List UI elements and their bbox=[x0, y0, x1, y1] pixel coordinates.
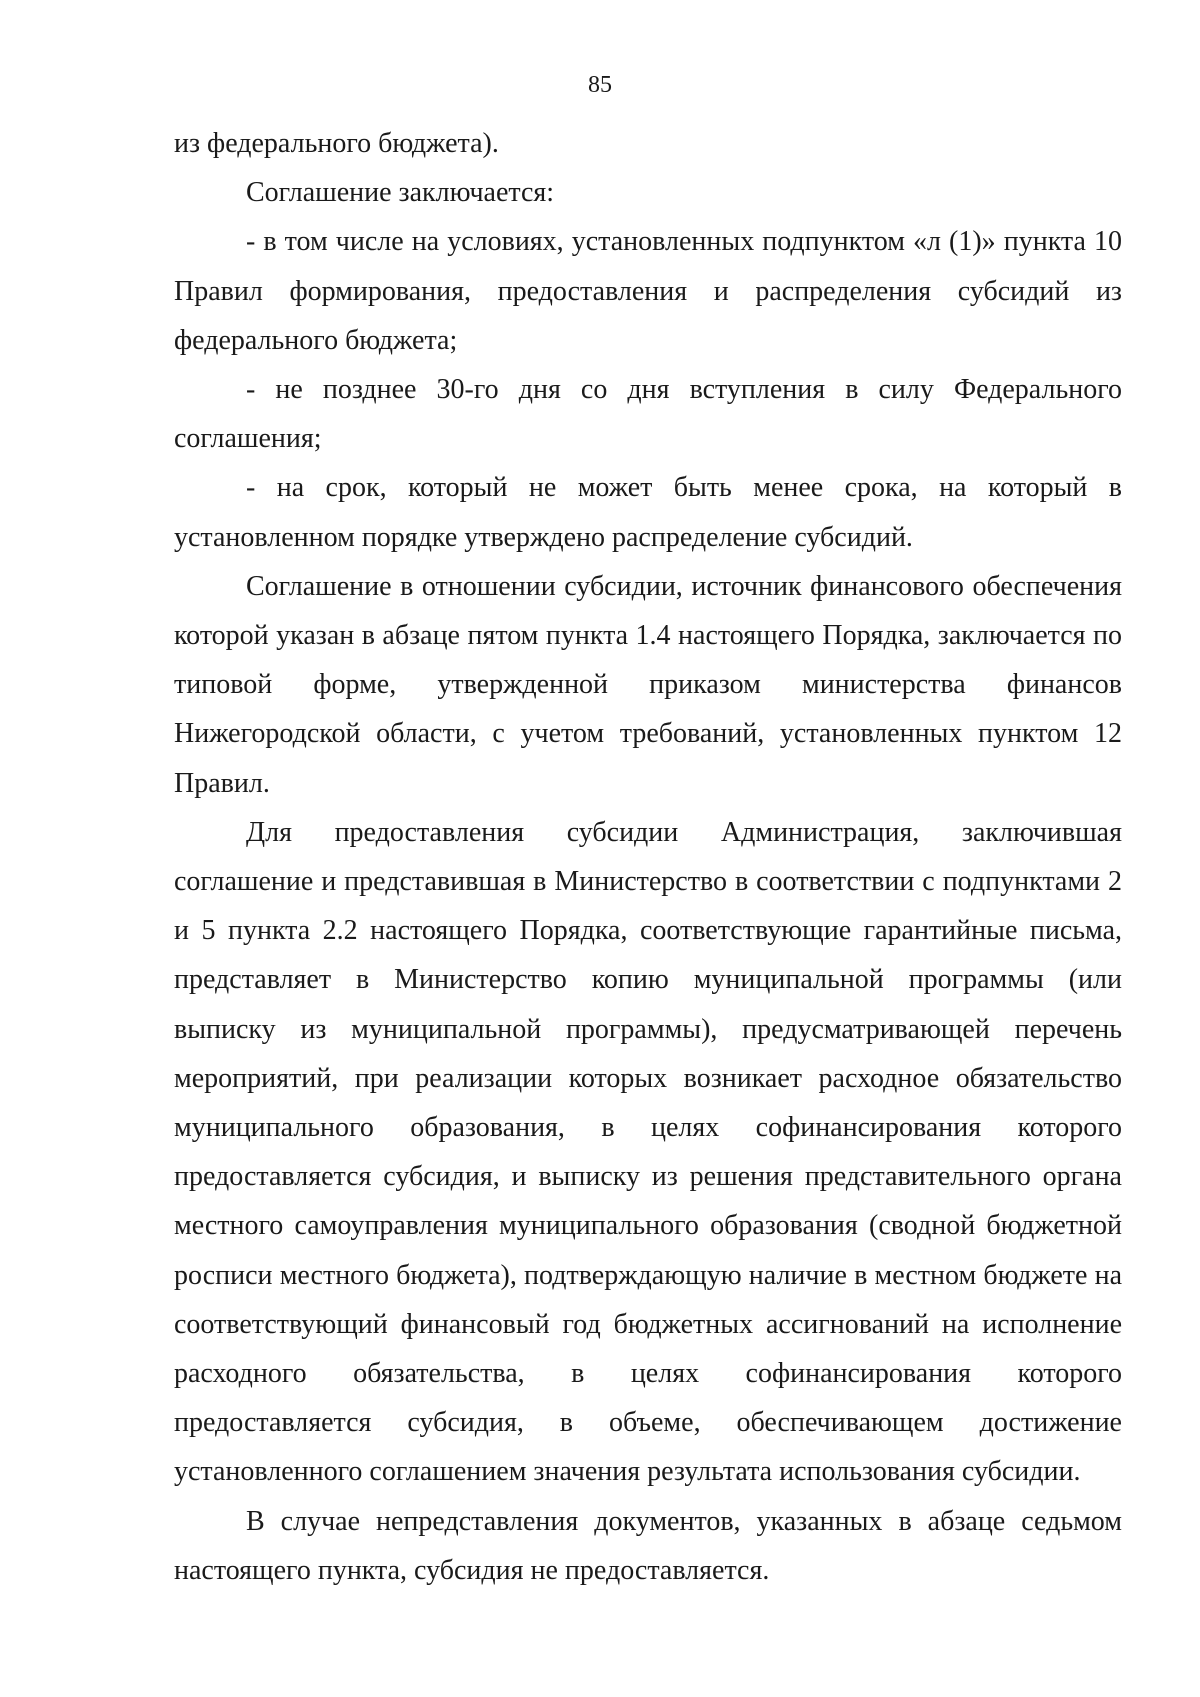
page-number: 85 bbox=[588, 72, 612, 98]
paragraph-agreement-deadline: - не позднее 30-го дня со дня вступления в силу Федерального соглашения; bbox=[174, 374, 1122, 455]
paragraph-typical-form: Соглашение в отношении субсидии, источник финансового обеспечения которой указан в абзаце пятом пункта 1.4 настоящего Порядка, заключается по типовой форме, утвержденной приказом министерства финансов Нижегородской области, с учетом требований, установленных пунктом 12 Правил. bbox=[174, 570, 1122, 799]
paragraph-non-submission: В случае непредставления документов, указанных в абзаце седьмом настоящего пункта, субсидия не предоставляется. bbox=[174, 1505, 1122, 1586]
paragraph-agreement-intro: Соглашение заключается: bbox=[246, 177, 555, 209]
paragraph-continuation: из федерального бюджета). bbox=[174, 128, 499, 159]
paragraph-agreement-conditions: - в том числе на условиях, установленных подпунктом «л (1)» пункта 10 Правил формирования, предоставления и распределения субсидий из федерального бюджета; bbox=[174, 226, 1122, 356]
paragraph-agreement-term: - на срок, который не может быть менее срока, на который в установленном порядке утверждено распределение субсидий. bbox=[174, 472, 1122, 553]
document-body bbox=[174, 119, 1122, 1595]
paragraph-subsidy-documents: Для предоставления субсидии Администрация, заключившая соглашение и представившая в Министерство в соответствии с подпунктами 2 и 5 пункта 2.2 настоящего Порядка, соответствующие гарантийные письма, представляет в Министерство копию муниципальной программы (или выписку из муниципальной программы), предусматривающей перечень мероприятий, при реализации которых возникает расходное обязательство муниципального образования, в целях софинансирования которого предоставляется субсидия, и выписку из решения представительного органа местного самоуправления муниципального образования (сводной бюджетной росписи местного бюджета), подтверждающую наличие в местном бюджете на соответствующий финансовый год бюджетных ассигнований на исполнение расходного обязательства, в целях софинансирования которого предоставляется субсидия, в объеме, обеспечивающем достижение установленного соглашением значения результата использования субсидии. bbox=[174, 816, 1122, 1488]
